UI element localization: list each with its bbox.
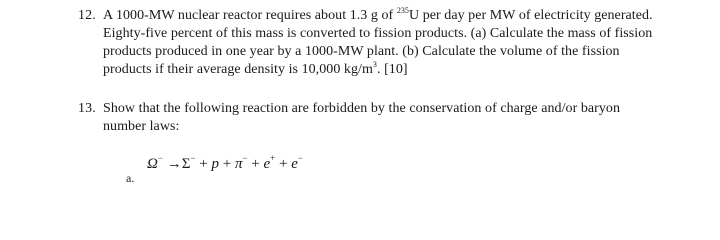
cubic-exponent: 3	[372, 60, 377, 69]
omega-charge: −	[157, 153, 163, 163]
electron-charge: −	[297, 153, 303, 163]
item-label-a: a.	[126, 171, 135, 185]
question-13-number: 13.	[78, 101, 96, 116]
reaction-equation	[147, 153, 303, 173]
sigma-charge: −	[190, 153, 196, 163]
question-12-number: 12.	[78, 8, 96, 23]
question-13-line-1: Show that the following reaction are forbidden by the conservation of charge and/or baryon	[103, 101, 621, 116]
positron-charge: +	[270, 153, 276, 163]
plus-sign-1: +	[195, 156, 212, 172]
sigma-symbol: Σ	[181, 156, 191, 172]
question-12-line-1-text-a: A 1000-MW nuclear reactor requires about 1.3 g of	[103, 8, 397, 23]
question-12-line-2: Eighty-five percent of this mass is converted to fission products. (a) Calculate the mass of fission	[103, 26, 653, 41]
question-12-line-4-text-b: . [10]	[376, 62, 408, 77]
plus-sign-2: +	[218, 156, 235, 172]
pion-symbol: π	[234, 156, 243, 172]
isotope-mass-number: 235	[396, 6, 409, 15]
positron-symbol: e	[263, 156, 271, 172]
plus-sign-3: +	[247, 156, 264, 172]
question-12-line-4	[103, 62, 408, 78]
electron-symbol: e	[291, 156, 298, 172]
plus-sign-4: +	[275, 156, 292, 172]
question-12-line-1-text-b: U per day per MW of electricity generated.	[408, 8, 653, 23]
proton-symbol: p	[211, 156, 219, 172]
question-12-line-4-text-a: products if their average density is 10,000 kg/m	[103, 62, 373, 77]
omega-symbol: Ω	[147, 156, 158, 172]
pion-charge: −	[242, 153, 248, 163]
question-12-line-3: products produced in one year by a 1000-MW plant. (b) Calculate the volume of the fission	[103, 44, 620, 59]
arrow-symbol: →	[162, 156, 182, 172]
question-13-line-2: number laws:	[103, 119, 180, 134]
question-12-line-1	[103, 8, 653, 24]
